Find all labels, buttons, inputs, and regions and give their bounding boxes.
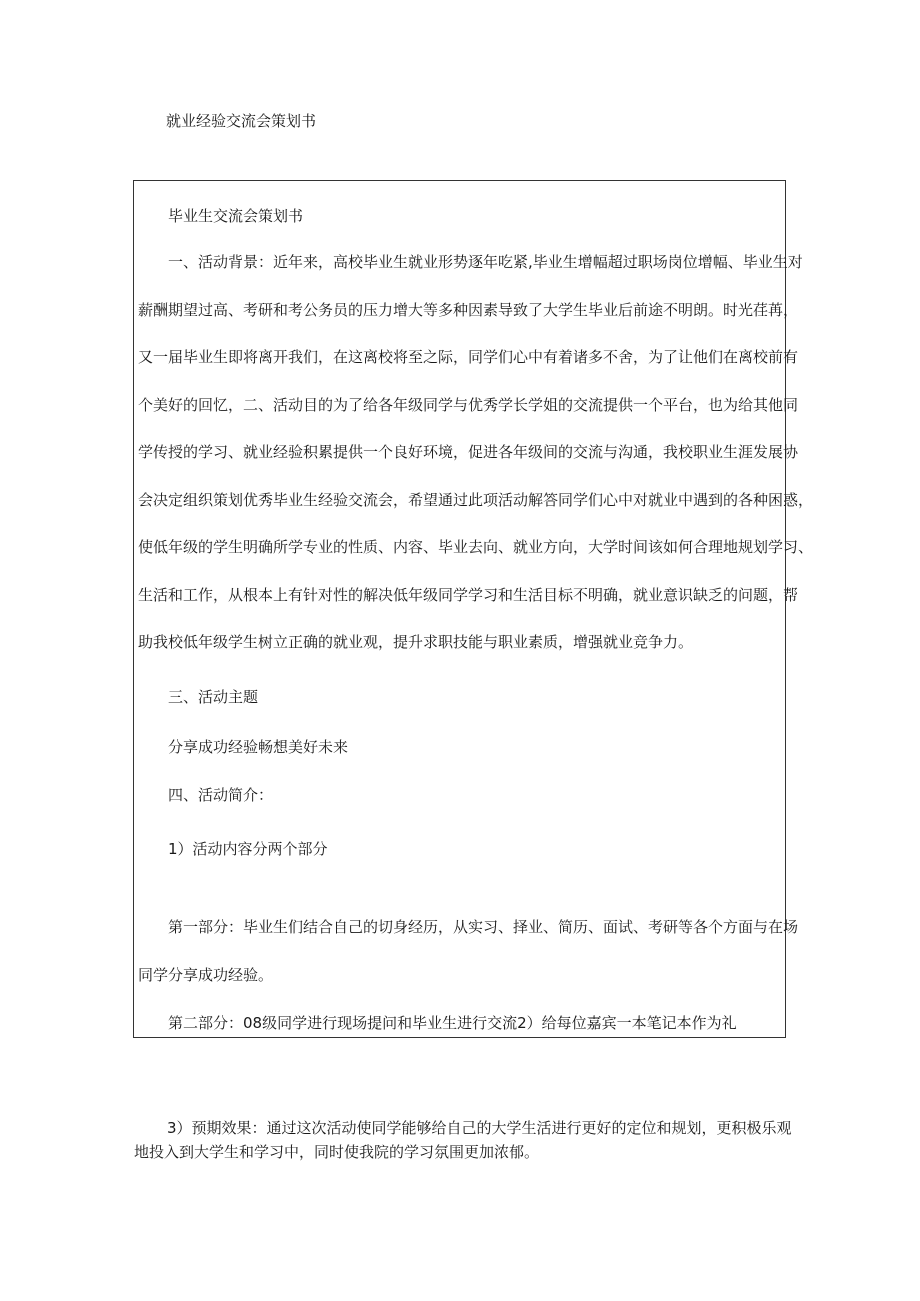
- intro-item-1: 1）活动内容分两个部分: [168, 840, 328, 858]
- box-heading: 毕业生交流会策划书: [168, 207, 304, 225]
- part1-line: 同学分享成功经验。: [138, 966, 274, 984]
- background-line: 生活和工作，从根本上有针对性的解决低年级同学学习和生活目标不明确，就业意识缺乏的问题，帮: [138, 585, 799, 604]
- effect-line: 地投入到大学生和学习中，同时使我院的学习氛围更加浓郁。: [134, 1143, 540, 1161]
- background-line: 使低年级的学生明确所学专业的性质、内容、毕业去向、就业方向，大学时间该如何合理地规划学习、: [138, 538, 814, 556]
- document-title: 就业经验交流会策划书: [166, 112, 317, 130]
- background-paragraph: [138, 239, 814, 667]
- part1-paragraph: [138, 916, 799, 986]
- theme-heading: 三、活动主题: [168, 688, 259, 706]
- part1-line: 第一部分：毕业生们结合自己的切身经历，从实习、择业、简历、面试、考研等各个方面与在场: [168, 918, 799, 936]
- background-line: 个美好的回忆，二、活动目的为了给各年级同学与优秀学长学姐的交流提供一个平台，也为给其他同: [138, 395, 799, 414]
- background-line: 学传授的学习、就业经验积累提供一个良好环境，促进各年级间的交流与沟通，我校职业生涯发展协: [138, 443, 799, 461]
- background-line: 助我校低年级学生树立正确的就业观，提升求职技能与职业素质，增强就业竞争力。: [138, 633, 694, 651]
- background-line: 会决定组织策划优秀毕业生经验交流会，希望通过此项活动解答同学们心中对就业中遇到的各种困惑，: [138, 490, 814, 509]
- intro-heading: 四、活动简介：: [168, 786, 274, 804]
- part2-text: 第二部分：08级同学进行现场提问和毕业生进行交流2）给每位嘉宾一本笔记本作为礼: [168, 1014, 737, 1032]
- expected-effect-paragraph: [134, 1116, 792, 1164]
- background-line: 又一届毕业生即将离开我们，在这离校将至之际，同学们心中有着诸多不舍，为了让他们在离校前有: [138, 348, 799, 366]
- content-box: [133, 180, 814, 1038]
- theme-text: 分享成功经验畅想美好未来: [168, 738, 349, 756]
- background-line: 薪酬期望过高、考研和考公务员的压力增大等多种因素导致了大学生毕业后前途不明朗。时光荏苒，: [138, 300, 799, 319]
- background-line: 一、活动背景：近年来，高校毕业生就业形势逐年吃紧,毕业生增幅超过职场岗位增幅、毕业生对: [168, 253, 803, 271]
- effect-line: 3）预期效果：通过这次活动使同学能够给自己的大学生活进行更好的定位和规划，更积极乐观: [167, 1119, 792, 1137]
